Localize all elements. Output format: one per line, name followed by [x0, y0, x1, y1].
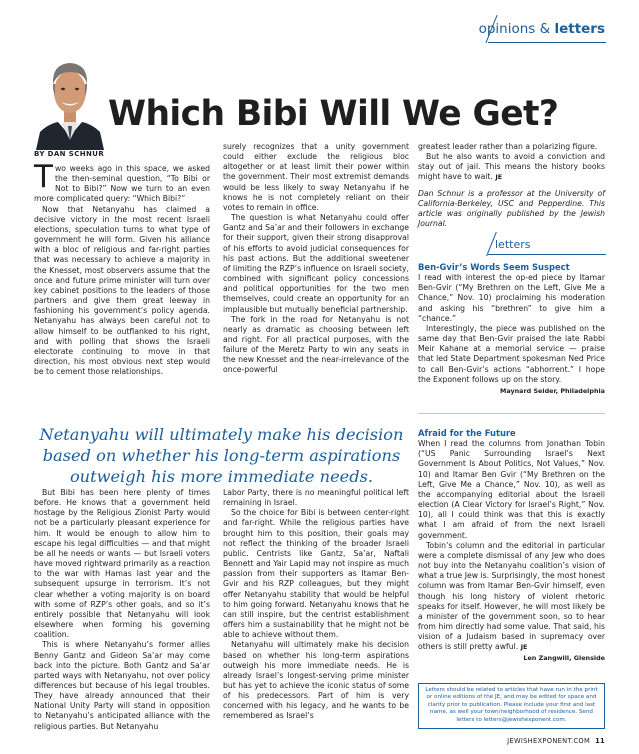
letter-1 [418, 262, 605, 396]
end-mark: JE [495, 173, 503, 182]
section-ampersand: & [539, 21, 551, 37]
article-paragraph [418, 152, 605, 182]
article-column-1-bottom [34, 488, 210, 732]
drop-cap: T [34, 159, 53, 195]
letter-paragraph: Interestingly, the piece was published on the same day that Ben-Gvir praised the late Rabbi Meir Kahane at a memorial service — praise that led State Department spokesman Ned Price to call Ben-Gvir’s actions “abhorrent.” I hope the Exponent follows up on the story. [418, 323, 605, 384]
footer-site: JEWISHEXPONENT.COM [507, 737, 591, 745]
author-portrait [34, 50, 106, 150]
letter-signature: Maynard Seider, Philadelphia [499, 386, 605, 395]
article-paragraph: This is where Netanyahu’s former allies Benny Gantz and Gideon Sa’ar may come back into the picture. Both Gantz and Sa’ar parted ways with Netanyahu, not over policy differences but because of his legal troubles. They have already announced that their National Unity Party will stand in opposition to Netanyahu’s anticipated alliance with the religious parties. But Netanyahu [34, 640, 210, 731]
letter-2 [418, 428, 605, 664]
article-column-2-bottom [223, 488, 409, 722]
letter-paragraph: I read with interest the op-ed piece by Itamar Ben-Gvir (“My Brethren on the Left, Give Me a Chance,” Nov. 10) proclaiming his moderation and asking his “brethren” to give him a “chance.” [418, 273, 605, 323]
pull-quote: Netanyahu will ultimately make his decision based on whether his long-term aspirations outweigh his more immediate needs. [39, 425, 404, 486]
article-paragraph: The question is what Netanyahu could offer Gantz and Sa’ar and their followers in exchange for their support, given their strong disapproval of his efforts to avoid judicial consequences for his past actions. But the additional sweetener of limiting the RZP’s influence on Israeli society, combined with significant policy concessions and political opportunities for the two men themselves, could create an opportunity for an implausible but mutually beneficial partnership. [223, 213, 409, 314]
page-footer [507, 737, 605, 745]
section-label: opinions [478, 21, 536, 37]
article-paragraph: surely recognizes that a unity government could either exclude the religious bloc altogether or at least limit their power within the government. Their most extremist demands would be less likely to sway Netanyahu if he knows he is not completely reliant on their votes to remain in office. [223, 142, 409, 212]
article-column-1 [34, 159, 210, 377]
letter-signature: Len Zangwill, Glenside [523, 654, 605, 663]
article-paragraph: But Bibi has been here plenty of times before. He knows that a government held hostage by the Religious Zionist Party would not be a particularly pleasant experience for him. It would be enough to allow him to escape his legal difficulties — and that might be all he needs or wants — but Israeli voters have moved rightward primarily as a reaction to the war with Hamas last year and the subsequent upsurge in terrorism. It’s not clear whether a voting majority is on board with some of RZP’s other goals, and so it’s entirely possible that Netanyahu will look elsewhere when forming his governing coalition. [34, 488, 211, 640]
header-rule [488, 42, 606, 43]
section-header [479, 21, 605, 37]
end-mark: JE [520, 643, 528, 652]
letter-paragraph: When I read the columns from Jonathan Tobin (“US Panic Surrounding Israel’s Next Government Is About Politics, Not Values,” Nov. 10) and Itamar Ben Gvir (“My Brethren on the Left, Give Me a Chance,” Nov. 10), as well as the accompanying editorial about the Israeli election (A Clear Victory for Israel’s Right,” Nov. 10), all I could think was that this is exactly what I am afraid of from the next Israeli government. [418, 439, 605, 540]
article-column-3 [418, 142, 605, 229]
author-tagline: Dan Schnur is a professor at the University of California-Berkeley, USC and Pepperdine. This article was originally published by the Jewish Journal. [418, 188, 605, 229]
article-headline: Which Bibi Will We Get? [108, 94, 559, 134]
letter-title: Afraid for the Future [418, 428, 516, 438]
letter-text: Tobin’s column and the editorial in particular were a complete dismissal of any Jew who does not buy into the Netanyahu coalition’s vision of what a true Jew is. Surprisingly, the most honest column was from Itamar Ben-Gvir himself, even though his long history of violent rhetoric speaks for itself. However, he will most likely be a minister of the government soon, so to hear from him directly had some value. That said, his vision of a Judaism based in supremacy over others is still pretty awful. [418, 540, 605, 652]
letters-section-label: letters [495, 238, 531, 251]
letter-title: Ben-Gvir’s Words Seem Suspect [418, 262, 570, 272]
article-paragraph: Now that Netanyahu has claimed a decisive victory in the most recent Israeli elections, speculation turns to what type of government he will form. Given his alliance with a bloc of religious and far-right parties that was necessary to achieve a majority in the Knesset, most observers assume that the once and future prime minister will turn over key cabinet positions to the leaders of those partners and give them great leeway in fashioning his government’s policy agenda. Netanyahu has always been careful not to allow himself to be outflanked to his right, and with polling that shows the Israeli electorate continuing to move in that direction, his most obvious next step would be to cement those relationships. [34, 204, 210, 377]
letters-divider [418, 413, 605, 414]
letter-paragraph [418, 541, 605, 653]
article-text: But he also wants to avoid a conviction and stay out of jail. This means the history books might have to wait. [418, 152, 605, 182]
article-paragraph: Labor Party, there is no meaningful political left remaining in Israel. [223, 488, 409, 508]
section-label-strong: letters [554, 21, 605, 37]
article-paragraph: Netanyahu will ultimately make his decision based on whether his long-term aspirations outweigh his more immediate needs. He is already Israel’s longest-serving prime minister but has yet to achieve the iconic status of some of his predecessors. Part of him is very concerned with his legacy, and he wants to be remembered as Israel’s [223, 640, 409, 721]
article-paragraph [34, 159, 210, 205]
article-column-2 [223, 142, 409, 376]
author-portrait-photo-icon [34, 50, 106, 150]
article-byline: BY DAN SCHNUR [34, 150, 105, 158]
article-paragraph: The fork in the road for Netanyahu is not nearly as dramatic as choosing between left and right. For all practical purposes, with the failure of the Meretz Party to win any seats in the new Knesset and the near-irrelevance of the once-powerful [223, 314, 409, 375]
page-number: 11 [595, 737, 605, 745]
article-paragraph: greatest leader rather than a polarizing figure. [418, 142, 598, 151]
article-text: wo weeks ago in this space, we asked the then-seminal question, “To Bibi or Not to Bibi?” Now we turn to an even more complicated query: “Which Bibi?” [34, 164, 210, 204]
article-paragraph: So the choice for Bibi is between center-right and far-right. While the religious parties have brought him to this position, their goals may not reflect the thinking of the broader Israeli public. Centrists like Gantz, Sa’ar, Naftali Bennett and Yair Lapid may not inspire as much passion from their supporters as Itamar Ben-Gvir and his RZP colleagues, but they might offer Netanyahu stability that would be helpful to him going forward. Netanyahu knows that he can still inspire, but the centrist establishment offers him a sustainability that he might not be able to achieve without them. [223, 508, 409, 640]
letters-rule [488, 254, 606, 255]
letters-submission-note: Letters should be related to articles that have run in the print or online editions of the JE, and may be edited for space and clarity prior to publication. Please include your first and last name, as well your town/neighborhood of residence. Send letters to letters@jewishexponent.com. [418, 683, 605, 729]
